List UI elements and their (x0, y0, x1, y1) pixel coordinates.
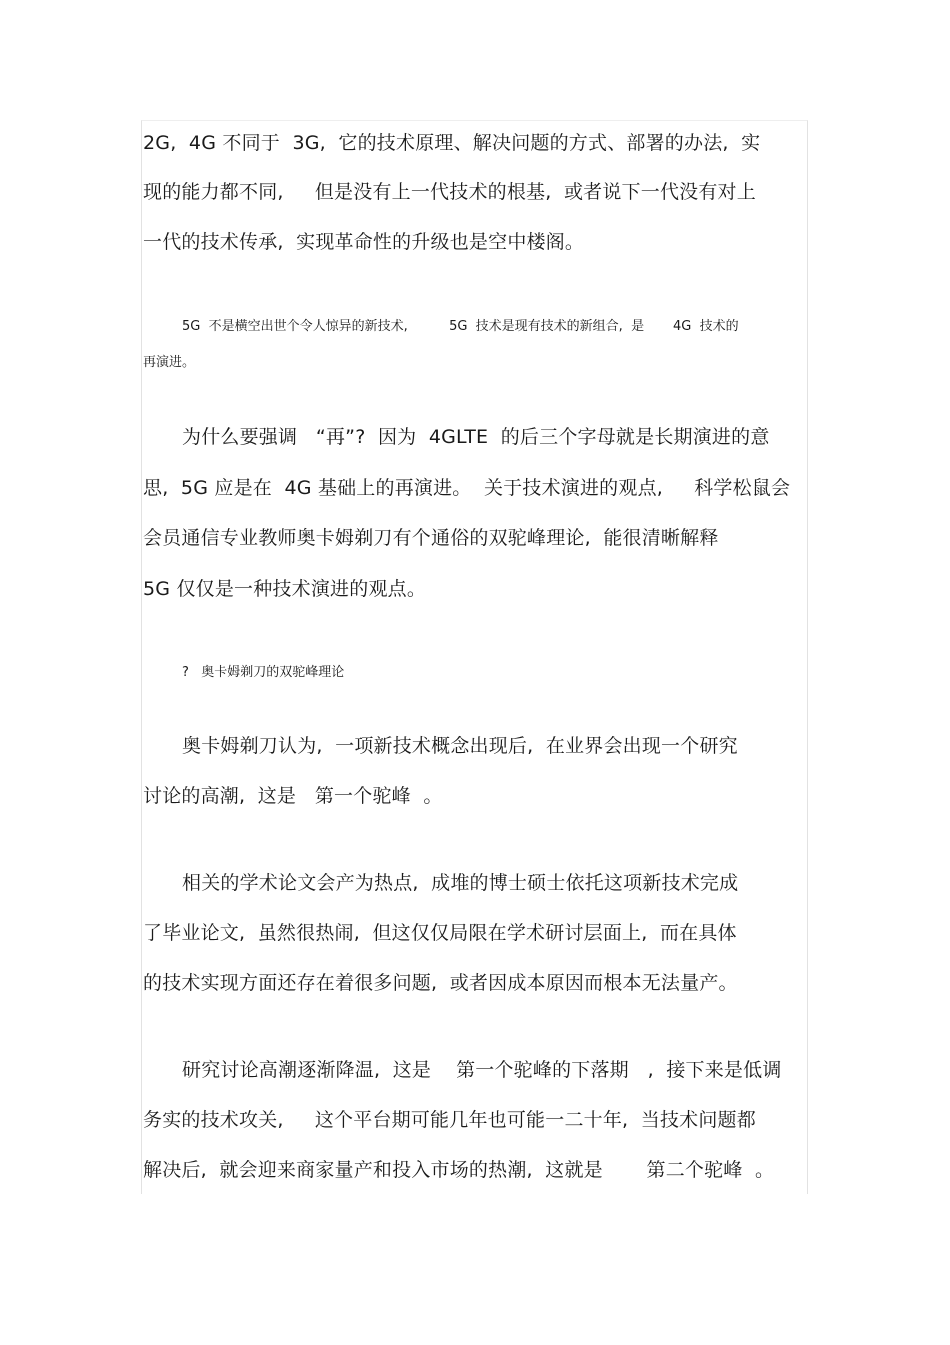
page-frame (141, 120, 808, 1194)
note-line-2: 再演进。 (143, 355, 196, 370)
paragraph-1-line-1: 2G, 4G 不同于 3G, 它的技术原理、解决问题的方式、部署的办法, 实 (143, 132, 761, 154)
note-line-1: 5G 不是横空出世个令人惊异的新技术, 5G 技术是现有技术的新组合, 是 4G 技术的 (182, 319, 739, 334)
paragraph-3-line-2: 讨论的高潮, 这是 第一个驼峰 。 (143, 785, 443, 807)
paragraph-1-line-2: 现的能力都不同, 但是没有上一代技术的根基, 或者说下一代没有对上 (143, 181, 756, 203)
paragraph-2-line-1: 为什么要强调 “再”? 因为 4GLTE 的后三个字母就是长期演进的意 (182, 426, 770, 448)
paragraph-5-line-2: 务实的技术攻关, 这个平台期可能几年也可能一二十年, 当技术问题都 (143, 1109, 756, 1131)
paragraph-1-line-3: 一代的技术传承, 实现革命性的升级也是空中楼阁。 (143, 231, 585, 253)
paragraph-4-line-1: 相关的学术论文会产为热点, 成堆的博士硕士依托这项新技术完成 (182, 872, 739, 894)
paragraph-2-line-4: 5G 仅仅是一种技术演进的观点。 (143, 578, 427, 600)
paragraph-2-line-2: 思, 5G 应是在 4G 基础上的再演进。 关于技术演进的观点, 科学松鼠会 (143, 477, 791, 499)
paragraph-5-line-1: 研究讨论高潮逐渐降温, 这是 第一个驼峰的下落期 , 接下来是低调 (182, 1059, 782, 1081)
paragraph-3-line-1: 奥卡姆剃刀认为, 一项新技术概念出现后, 在业界会出现一个研究 (182, 735, 738, 757)
section-heading: ? 奥卡姆剃刀的双驼峰理论 (182, 665, 345, 680)
paragraph-4-line-3: 的技术实现方面还存在着很多问题, 或者因成本原因而根本无法量产。 (143, 972, 738, 994)
paragraph-5-line-3: 解决后, 就会迎来商家量产和投入市场的热潮, 这就是 第二个驼峰 。 (143, 1159, 775, 1181)
paragraph-2-line-3: 会员通信专业教师奥卡姆剃刀有个通俗的双驼峰理论, 能很清晰解释 (143, 527, 719, 549)
paragraph-4-line-2: 了毕业论文, 虽然很热闹, 但这仅仅局限在学术研讨层面上, 而在具体 (143, 922, 737, 944)
